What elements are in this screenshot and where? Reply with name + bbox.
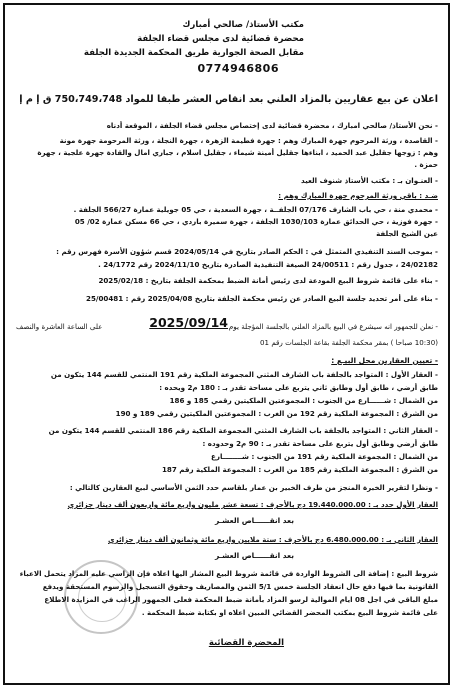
lot1-line: من الشرق : المجموعة الملكية رقم 192 من الغرب : المجموعتين الملكيتين رقمي 189 و 190 [115, 409, 438, 418]
office-role: محضرة قضائية لدى مجلس قضاء الجلفة [137, 34, 304, 44]
lot2-price: العقار الثاني بـ : 6.480.000.00 دج بالأحرف : ستة ملايين واربع مائة وثمانون ألف دينار جزائري [108, 535, 438, 544]
lot1-line: - العقار الأول : المتواجد بالجلفة باب الشارف المثني المجموعة الملكية رقم 191 المنتمي للقسم 144 يتكون من [50, 370, 438, 379]
intro-line: - بناء على قائمة شروط البيع المودعة لدى رئيس أمانة الضبط بمحكمة الجلفة بتاريخ : 2025/02/18 [98, 276, 438, 285]
intro-line: 24/02182 ، جدول رقم : 24/00511 الصيغة التنفيذية الصادرة بتاريخ 2024/11/10 رقم 24/1772 . [98, 260, 438, 269]
session-time: على الساعة العاشرة والنصف [16, 322, 103, 331]
intro-line: - القاصدة ، ورثة المرحوم جهرة المبارك وهم : جهرة فطيمة الزهرة ، جهرة النجلة ، ورثة المرحومة جهرة مونة [59, 136, 438, 145]
lot2-line: من الشمال : المجموعة الملكية رقم 191 من الجنوب : شــــــــارع [211, 452, 438, 461]
intro-line: وهم : زوجها جقليل عبد الحميد ، ابناءها جقليل أمينة شيماء ، جقليل اسلام ، جباري امال والقادة جهرة علجية ، جهرة [37, 148, 438, 157]
intro-line: - محمدي منة ، حي باب الشارف 07/176 الجلفــة ، جهرة السعدية ، حي 05 جويلية عمارة 566/27 الجلفة . [73, 205, 438, 214]
session-date: 2025/09/14 [149, 315, 228, 330]
intro-line: عين الشيخ الجلفة [376, 229, 438, 238]
intro-line: ضـد : باقي ورثة المرحوم جهرة المبارك وهم : [278, 191, 438, 200]
lot2-line: من الشرق : المجموعة الملكية رقم 185 من الغرب : المجموعة الملكية رقم 187 [161, 465, 438, 474]
valuation-intro: - ونظرا لتقرير الخبرة المنجز من طرف الخبير بن عمار بلقاسم حدد الثمن الأساسي لبيع العقارين كالتالي : [69, 483, 438, 492]
intro-line: - بناء على أمر تحديد جلسة البيع الصادر عن رئيس محكمة الجلفة بتاريخ 2025/04/08 رقم : 25/00481 [86, 294, 438, 303]
lot2-line: - العقار الثاني : المتواجد بالجلفة باب الشارف المثني المجموعة الملكية رقم 186 المنتمي للقسم 144 يتكون من [48, 426, 438, 435]
intro-line: حمزة . [414, 160, 438, 169]
lot1-line: من الشمال : شــــــارع من الجنوب : المجموعتين الملكيتين رقمي 185 و 186 [169, 396, 438, 405]
lot2-line: طابق أرضي وطابق أول يتربع على مساحة تقدر بـ : 90 م2 وحدوده : [202, 439, 438, 448]
intro-line: - نحن الأستاذ/ صالحي امبارك ، محضرة قضائية لدى إختصاص مجلس قضاء الجلفة ، الموقعة أدناه [106, 121, 438, 130]
reduction-note: بعد انقــــــاص العشـر [215, 516, 294, 525]
announcement-title: اعلان عن بيع عقاريين بالمزاد العلني بعد انقاص العشر طبقا للمواد 750،749،748 ق إ م إ [19, 94, 438, 105]
session-prefix: - نعلن للجمهور انه سيشرع في البيع بالمزاد العلني بالجلسة المؤجلة يوم : [224, 322, 438, 331]
conditions-line: القانونية بما فيها دفع حال انعقاد الجلسة خمس 5/1 الثمن والمصاريف وحقوق التسجيل والرسوم المستحقة ويدفع [42, 582, 438, 591]
office-phone: 0774946806 [197, 62, 279, 75]
conditions-line: على قائمة شروط البيع بمكتب المحضر القضائي المبين اعلاه او بكتابة ضبط المحكمة . [141, 608, 438, 617]
conditions-line: مبلغ الباقي في اجل 08 ايام الموالية لرسو المزاد بأمانة ضبط المحكمة فعلى الجمهور الراغب في المزايدة الاطلاع [44, 595, 438, 604]
intro-line: - بموجب السند التنفيذي المتمثل في : الحكم الصادر بتاريخ في 2024/05/14 قسم شؤون الأسرة فهرس رقم : [56, 247, 438, 256]
closing-signature: المحضرة القضائية [208, 638, 284, 648]
conditions-line: شروط البيع : إضافة الى الشروط الواردة في قائمة شروط البيع المشار اليها اعلاه فإن الراسي عليه المزاد يتحمل الاعباء [19, 569, 438, 578]
lot1-price: العقار الأول حدد بـ : 19.440.000.00 دج بالأحرف : تسعة عشر مليون واربع مائة واربعون ألف دينار جزائري [67, 500, 438, 509]
intro-line: - جهرة فوزية ، حي الحدائق عمارة 1030/103 الجلفة ، جهرة سميرة باردي ، حي 66 مسكن عمارة 02/ 05 [74, 217, 438, 226]
office-name: مكتب الأستاذ/ صالحي أمبارك [182, 20, 304, 30]
property-heading: - تعيين العقارين محل البيـع : [331, 356, 438, 365]
reduction-note: بعد انقــــــاص العشـر [215, 551, 294, 560]
intro-line: - العنـوان بـ : مكتب الأستاذ شنوف العيد [301, 176, 438, 185]
lot1-line: طابق أرضي ، طابق أول وطابق ثاني يتربع على مساحة تقدر بـ : 180 م2 ويحده : [159, 383, 438, 392]
office-address: مقابل الصحة الجوارية طريق المحكمة الجديدة الجلفة [83, 48, 304, 58]
session-location: (10:30 صباحا ) بمقر محكمة الجلفة بقاعة الجلسات رقم 01 [260, 338, 438, 347]
